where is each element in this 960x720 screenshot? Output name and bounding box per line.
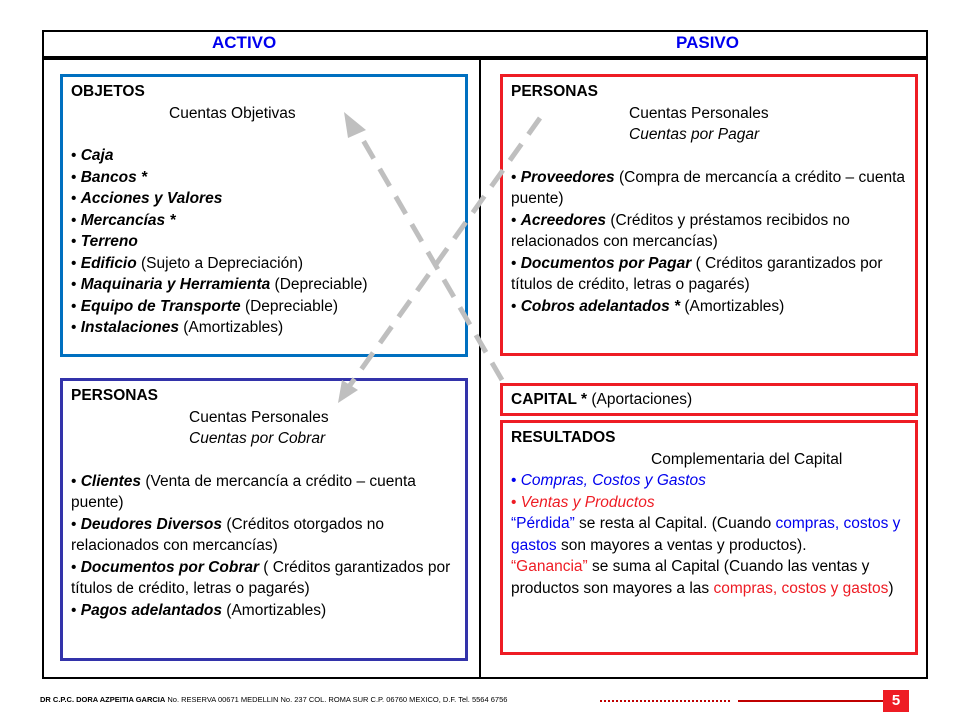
list-item: • Instalaciones (Amortizables) bbox=[71, 319, 284, 336]
list-item: • Equipo de Transporte (Depreciable) bbox=[71, 297, 338, 315]
ganancia-text-a: se suma al Capital (Cuando las ventas y productos son mayores a las bbox=[511, 558, 870, 597]
resultados-item2: Ventas y Productos bbox=[520, 493, 655, 511]
arrow-line-to-objetos bbox=[356, 128, 502, 380]
header-pasivo: PASIVO bbox=[676, 33, 739, 52]
list-item: • Caja bbox=[71, 147, 114, 164]
personas-pasivo-subtitle2: Cuentas por Pagar bbox=[629, 126, 760, 143]
list-item: • Maquinaria y Herramienta (Depreciable) bbox=[71, 276, 368, 293]
footer-author: DR C.P.C. DORA AZPEITIA GARCIA bbox=[40, 695, 166, 704]
item-name: Maquinaria y Herramienta bbox=[80, 276, 271, 293]
item-name: Cobros adelantados * bbox=[520, 297, 681, 315]
item-note: (Venta de mercancía a crédito – cuenta puente) bbox=[71, 472, 416, 511]
footer-rule bbox=[738, 700, 888, 702]
perdida-highlight: compras, costos y gastos bbox=[511, 515, 901, 554]
item-name: Bancos * bbox=[80, 168, 148, 186]
item-name: Documentos por Cobrar bbox=[80, 558, 259, 576]
item-note: (Depreciable) bbox=[270, 276, 368, 293]
ganancia-quote: “Ganancia” bbox=[511, 558, 588, 575]
footer-text bbox=[40, 695, 507, 704]
item-name: Deudores Diversos bbox=[80, 515, 223, 533]
list-item: • Ventas y Productos bbox=[511, 493, 655, 511]
perdida-quote: “Pérdida” bbox=[511, 515, 575, 532]
arrowhead-objetos-icon bbox=[344, 112, 366, 138]
ganancia-highlight: compras, costos y gastos bbox=[713, 579, 889, 597]
list-item: • Cobros adelantados * (Amortizables) bbox=[511, 297, 785, 315]
arrowhead-personas-icon bbox=[338, 380, 358, 403]
capital-note: (Aportaciones) bbox=[587, 391, 693, 408]
list-item: • Documentos por Cobrar ( Créditos garantizados por títulos de crédito, letras o pagarés) bbox=[71, 558, 451, 597]
item-name: Pagos adelantados bbox=[80, 601, 222, 619]
objetos-title: OBJETOS bbox=[71, 83, 145, 100]
perdida-text-c: son mayores a ventas y productos). bbox=[556, 536, 807, 554]
header-activo: ACTIVO bbox=[212, 33, 277, 52]
list-item: • Acciones y Valores bbox=[71, 190, 223, 207]
item-name: Mercancías * bbox=[80, 211, 176, 229]
item-note: (Créditos y préstamos recibidos no relacionados con mercancías) bbox=[511, 211, 850, 250]
footer-address: No. RESERVA 00671 MEDELLIN No. 237 COL. ROMA SUR C.P. 06760 MEXICO, D.F. Tel. 5564 6756 bbox=[165, 695, 508, 704]
item-note: (Amortizables) bbox=[680, 297, 785, 315]
list-item: • Compras, Costos y Gastos bbox=[511, 472, 706, 489]
item-note: (Compra de mercancía a crédito – cuenta puente) bbox=[511, 168, 905, 207]
arrow-line-to-personas bbox=[348, 118, 540, 388]
resultados-item1: Compras, Costos y Gastos bbox=[520, 472, 706, 489]
list-item: • Proveedores (Compra de mercancía a crédito – cuenta puente) bbox=[511, 168, 905, 207]
item-name: Caja bbox=[80, 147, 114, 164]
item-name: Instalaciones bbox=[80, 319, 179, 336]
item-name: Proveedores bbox=[520, 168, 615, 186]
personas-activo-subtitle2: Cuentas por Cobrar bbox=[189, 430, 326, 447]
objetos-subtitle: Cuentas Objetivas bbox=[169, 104, 296, 122]
resultados-subtitle: Complementaria del Capital bbox=[651, 450, 843, 468]
item-name: Equipo de Transporte bbox=[80, 297, 241, 315]
list-item: • Clientes (Venta de mercancía a crédito – cuenta puente) bbox=[71, 472, 416, 511]
ganancia-text-c: ) bbox=[888, 579, 894, 597]
item-name: Clientes bbox=[80, 472, 142, 490]
footer-dotted-rule bbox=[600, 700, 730, 702]
item-name: Terreno bbox=[80, 233, 138, 250]
item-note: ( Créditos garantizados por títulos de crédito, letras o pagarés) bbox=[511, 254, 883, 293]
page-number: 5 bbox=[883, 690, 909, 712]
list-item: • Bancos * bbox=[71, 168, 148, 186]
list-item: • Documentos por Pagar ( Créditos garantizados por títulos de crédito, letras o pagarés) bbox=[511, 254, 883, 293]
item-note: ( Créditos garantizados por títulos de crédito, letras o pagarés) bbox=[71, 558, 451, 597]
item-name: Acreedores bbox=[520, 211, 607, 229]
item-note: (Créditos otorgados no relacionados con mercancías) bbox=[71, 515, 384, 554]
personas-pasivo-title: PERSONAS bbox=[511, 83, 598, 100]
personas-activo-title: PERSONAS bbox=[71, 387, 158, 404]
item-name: Documentos por Pagar bbox=[520, 254, 692, 272]
list-item: • Acreedores (Créditos y préstamos recibidos no relacionados con mercancías) bbox=[511, 211, 850, 250]
capital-title: CAPITAL * bbox=[511, 391, 588, 408]
list-item: • Edificio (Sujeto a Depreciación) bbox=[71, 254, 303, 272]
item-note: (Sujeto a Depreciación) bbox=[136, 254, 303, 272]
resultados-title: RESULTADOS bbox=[511, 429, 616, 446]
list-item: • Terreno bbox=[71, 233, 138, 250]
list-item: • Mercancías * bbox=[71, 211, 176, 229]
list-item: • Pagos adelantados (Amortizables) bbox=[71, 601, 327, 619]
item-note: (Amortizables) bbox=[222, 601, 327, 619]
list-item: • Deudores Diversos (Créditos otorgados no relacionados con mercancías) bbox=[71, 515, 384, 554]
item-name: Edificio bbox=[80, 254, 137, 272]
item-note: (Depreciable) bbox=[240, 297, 338, 315]
item-name: Acciones y Valores bbox=[80, 190, 223, 207]
personas-activo-subtitle1: Cuentas Personales bbox=[189, 408, 329, 426]
item-note: (Amortizables) bbox=[178, 319, 284, 336]
perdida-text-a: se resta al Capital. (Cuando bbox=[574, 515, 776, 532]
personas-pasivo-subtitle1: Cuentas Personales bbox=[629, 104, 769, 122]
